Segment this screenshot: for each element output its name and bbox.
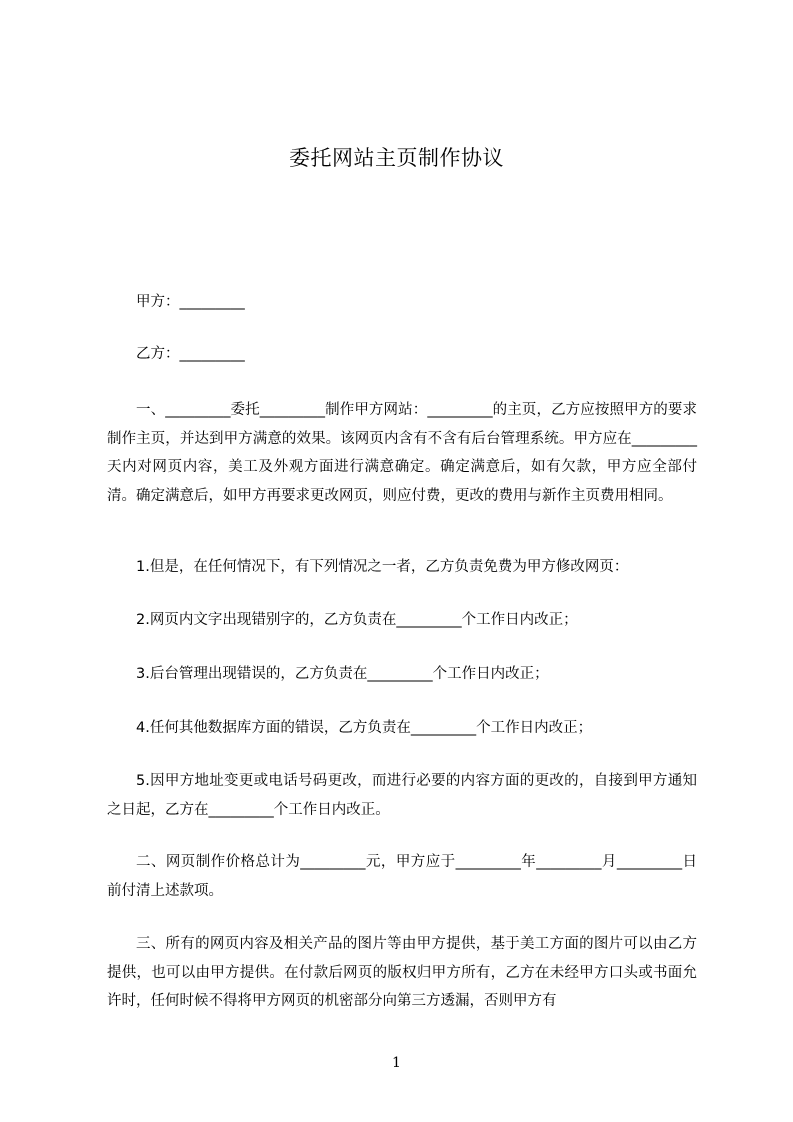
clause-2-paragraph: 二、网页制作价格总计为_________元，甲方应于_________年_________月_________日前付清上述款项。 [107, 854, 697, 899]
list-item: 2.网页内文字出现错别字的，乙方负责在_________个工作日内改正； [136, 612, 578, 628]
list-item: 1.但是，在任何情况下，有下列情况之一者，乙方负责免费为甲方修改网页： [136, 559, 629, 575]
clause-1-paragraph: 一、_________委托_________制作甲方网站：_________的主页，乙方应按照甲方的要求制作主页，并达到甲方满意的效果。该网页内含有不含有后台管理系统。甲方应在_________天内对网页内容，美工及外观方面进行满意确定。确定满意后，如有欠款，甲方应全部付清。确定满意后，如甲方再要求更改网页，则应付费，更改的费用与新作主页费用相同。 [107, 402, 697, 504]
list-item: 4.任何其他数据库方面的错误，乙方负责在_________个工作日内改正； [136, 720, 593, 736]
party-b-line: 乙方：_________ [136, 346, 245, 362]
party-a-line: 甲方：_________ [136, 294, 245, 310]
document-title: 委托网站主页制作协议 [289, 146, 504, 170]
clause-3-paragraph: 三、所有的网页内容及相关产品的图片等由甲方提供，基于美工方面的图片可以由乙方提供，也可以由甲方提供。在付款后网页的版权归甲方所有，乙方在未经甲方口头或书面允许时，任何时候不得将甲方网页的机密部分向第三方透漏，否则甲方有 [107, 936, 697, 1009]
list-item: 5.因甲方地址变更或电话号码更改，而进行必要的内容方面的更改的，自接到甲方通知之日起，乙方在_________个工作日内改正。 [107, 773, 697, 818]
page-number: 1 [392, 1055, 401, 1071]
list-item: 3.后台管理出现错误的，乙方负责在_________个工作日内改正； [136, 666, 549, 682]
